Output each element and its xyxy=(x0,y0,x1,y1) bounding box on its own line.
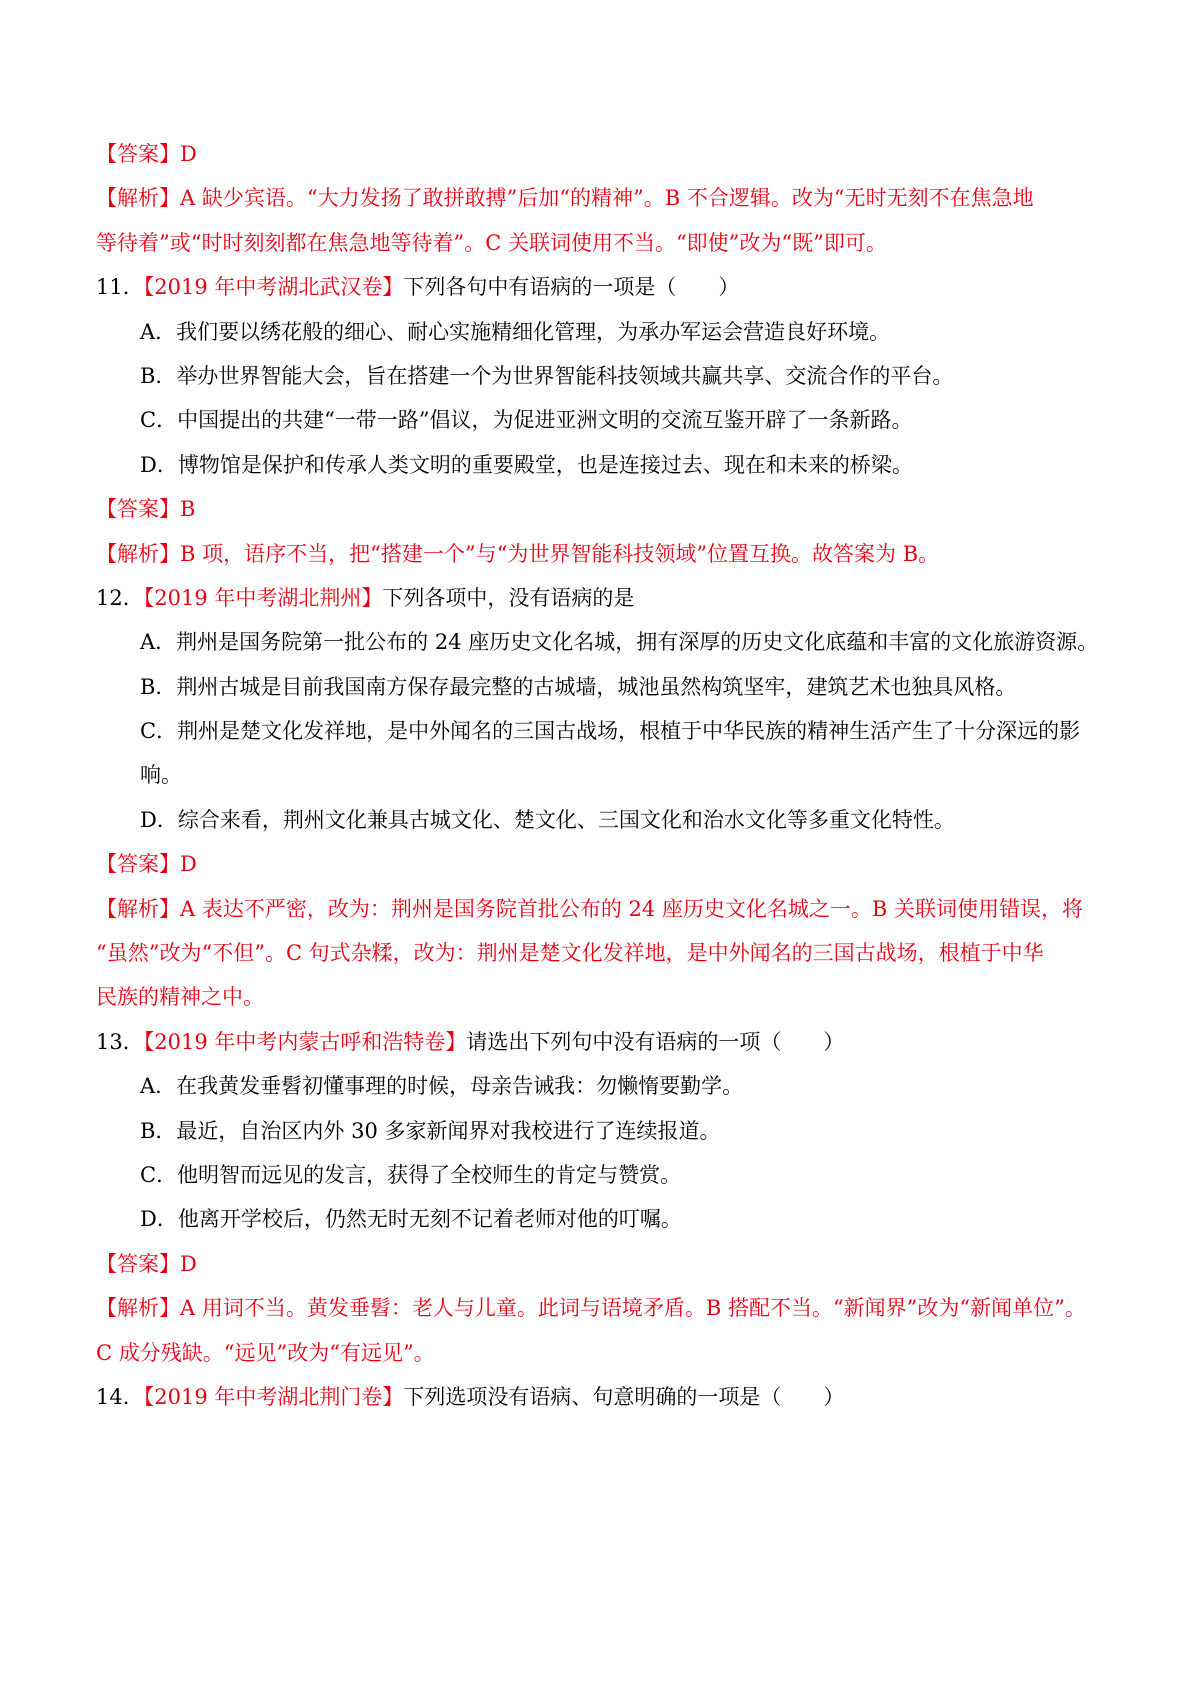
question-14-heading xyxy=(96,1384,844,1410)
q11-option-a: A．我们要以绣花般的细心、耐心实施精细化管理，为承办军运会营造良好环境。 xyxy=(140,320,891,344)
prev-analysis-line-1 xyxy=(96,185,1034,211)
question-number: 12． xyxy=(96,586,144,610)
analysis-text: A 缺少宾语。“大力发扬了敢拼敢搏”后加“的精神”。B 不合逻辑。改为“无时无刻不在焦急地 xyxy=(180,186,1034,210)
question-12-heading xyxy=(96,585,634,611)
q12-option-d: D．综合来看，荆州文化兼具古城文化、楚文化、三国文化和治水文化等多重文化特性。 xyxy=(140,808,955,832)
q13-option-c: C．他明智而远见的发言，获得了全校师生的肯定与赞赏。 xyxy=(140,1163,682,1187)
answer-label: 【答案】 xyxy=(96,142,180,166)
question-source: 【2019 年中考湖北武汉卷】 xyxy=(143,275,404,299)
question-stem: 下列各项中，没有语病的是 xyxy=(382,586,635,610)
question-11-heading xyxy=(96,274,739,300)
q12-option-c: C．荆州是楚文化发祥地，是中外闻名的三国古战场，根植于中华民族的精神生活产生了十分深远的影 xyxy=(140,719,1081,743)
question-number: 14． xyxy=(96,1385,144,1409)
question-stem: 下列各句中有语病的一项是（ ） xyxy=(403,275,740,299)
question-stem: 请选出下列句中没有语病的一项（ ） xyxy=(466,1030,845,1054)
analysis-label: 【解析】 xyxy=(96,1296,180,1320)
q13-option-d: D．他离开学校后，仍然无时无刻不记着老师对他的叮嘱。 xyxy=(140,1207,682,1231)
answer-value: D xyxy=(180,142,197,166)
analysis-text: B 项，语序不当，把“搭建一个”与“为世界智能科技领域”位置互换。故答案为 B。 xyxy=(180,542,940,566)
q11-answer xyxy=(96,496,195,522)
prev-analysis-line-2: 等待着”或“时时刻刻都在焦急地等待着”。C 关联词使用不当。“即使”改为“既”即可。 xyxy=(96,231,887,255)
question-number: 11． xyxy=(96,275,144,299)
q11-option-d: D．博物馆是保护和传承人类文明的重要殿堂，也是连接过去、现在和未来的桥梁。 xyxy=(140,453,913,477)
q13-analysis-line-2: C 成分残缺。“远见”改为“有远见”。 xyxy=(96,1341,435,1365)
q12-option-c-continued: 响。 xyxy=(140,763,182,787)
question-13-heading xyxy=(96,1029,844,1055)
q11-analysis xyxy=(96,541,939,567)
question-source: 【2019 年中考内蒙古呼和浩特卷】 xyxy=(143,1030,467,1054)
q11-option-b: B．举办世界智能大会，旨在搭建一个为世界智能科技领域共赢共享、交流合作的平台。 xyxy=(140,364,954,388)
question-source: 【2019 年中考湖北荆州】 xyxy=(143,586,383,610)
q12-analysis-line-2: “虽然”改为“不但”。C 句式杂糅，改为：荆州是楚文化发祥地，是中外闻名的三国古战场，根植于中华 xyxy=(96,941,1044,965)
q12-option-a: A．荆州是国务院第一批公布的 24 座历史文化名城，拥有深厚的历史文化底蕴和丰富的文化旅游资源。 xyxy=(140,630,1099,654)
analysis-label: 【解析】 xyxy=(96,186,180,210)
q12-answer xyxy=(96,851,197,877)
answer-value: B xyxy=(180,497,196,521)
q11-option-c: C．中国提出的共建“一带一路”倡议，为促进亚洲文明的交流互鉴开辟了一条新路。 xyxy=(140,408,913,432)
q13-answer xyxy=(96,1251,197,1277)
answer-value: D xyxy=(180,1252,197,1276)
analysis-label: 【解析】 xyxy=(96,897,180,921)
answer-label: 【答案】 xyxy=(96,497,180,521)
question-stem: 下列选项没有语病、句意明确的一项是（ ） xyxy=(403,1385,845,1409)
answer-label: 【答案】 xyxy=(96,1252,180,1276)
answer-label: 【答案】 xyxy=(96,852,180,876)
answer-value: D xyxy=(180,852,197,876)
q12-option-b: B．荆州古城是目前我国南方保存最完整的古城墙，城池虽然构筑坚牢，建筑艺术也独具风格。 xyxy=(140,675,1017,699)
q13-analysis-line-1 xyxy=(96,1295,1086,1321)
analysis-text: A 表达不严密，改为：荆州是国务院首批公布的 24 座历史文化名城之一。B 关联词使用错误，将 xyxy=(180,897,1084,921)
analysis-text: A 用词不当。黄发垂髫：老人与儿童。此词与语境矛盾。B 搭配不当。“新闻界”改为“新闻单位”。 xyxy=(180,1296,1086,1320)
q13-option-b: B．最近，自治区内外 30 多家新闻界对我校进行了连续报道。 xyxy=(140,1119,721,1143)
question-number: 13． xyxy=(96,1030,144,1054)
analysis-label: 【解析】 xyxy=(96,542,180,566)
prev-answer xyxy=(96,141,197,167)
q12-analysis-line-1 xyxy=(96,896,1083,922)
q13-option-a: A．在我黄发垂髫初懂事理的时候，母亲告诫我：勿懒惰要勤学。 xyxy=(140,1074,744,1098)
question-source: 【2019 年中考湖北荆门卷】 xyxy=(143,1385,404,1409)
q12-analysis-line-3: 民族的精神之中。 xyxy=(96,985,264,1009)
